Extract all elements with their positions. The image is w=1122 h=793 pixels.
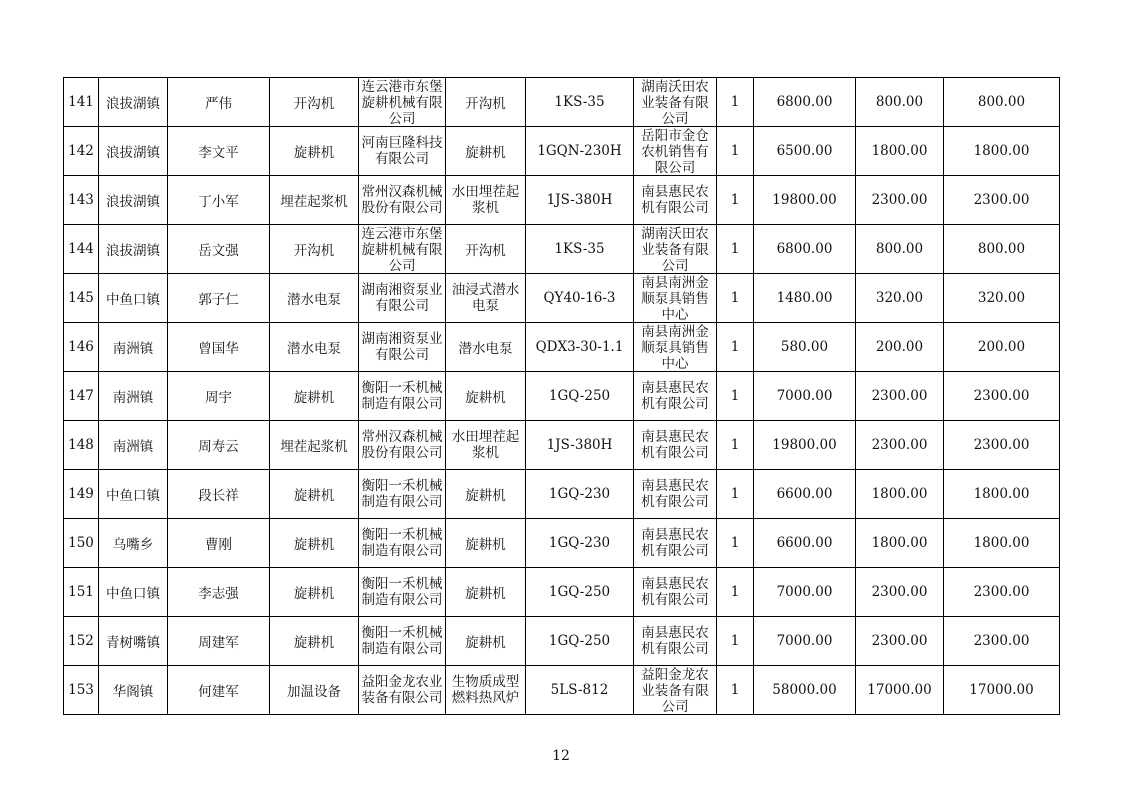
cell-manufacturer: 衡阳一禾机械制造有限公司 <box>359 470 446 519</box>
cell-dealer: 南县惠民农机有限公司 <box>634 421 717 470</box>
cell-model: 1JS-380H <box>526 421 634 470</box>
cell-dealer: 湖南沃田农业装备有限公司 <box>634 78 717 127</box>
cell-township: 中鱼口镇 <box>99 470 168 519</box>
cell-central-subsidy: 2300.00 <box>856 372 944 421</box>
cell-seq: 143 <box>64 176 99 225</box>
cell-name: 岳文强 <box>168 225 270 274</box>
cell-seq: 147 <box>64 372 99 421</box>
cell-sale-price: 6800.00 <box>754 225 856 274</box>
cell-total-subsidy: 2300.00 <box>944 617 1060 666</box>
cell-machine-type: 旋耕机 <box>270 127 359 176</box>
cell-sale-price: 6500.00 <box>754 127 856 176</box>
cell-manufacturer: 常州汉森机械股份有限公司 <box>359 176 446 225</box>
table-row <box>64 323 1060 372</box>
cell-sale-price: 580.00 <box>754 323 856 372</box>
cell-township: 华阁镇 <box>99 666 168 715</box>
cell-product-name: 开沟机 <box>446 78 526 127</box>
cell-central-subsidy: 2300.00 <box>856 568 944 617</box>
cell-manufacturer: 衡阳一禾机械制造有限公司 <box>359 617 446 666</box>
cell-name: 周寿云 <box>168 421 270 470</box>
cell-product-name: 旋耕机 <box>446 372 526 421</box>
cell-machine-type: 旋耕机 <box>270 617 359 666</box>
cell-model: QY40-16-3 <box>526 274 634 323</box>
cell-dealer: 南县南洲金顺泵具销售中心 <box>634 323 717 372</box>
cell-township: 南洲镇 <box>99 323 168 372</box>
cell-total-subsidy: 1800.00 <box>944 519 1060 568</box>
cell-total-subsidy: 2300.00 <box>944 421 1060 470</box>
cell-name: 周建军 <box>168 617 270 666</box>
cell-sale-price: 58000.00 <box>754 666 856 715</box>
subsidy-table <box>63 77 1060 715</box>
cell-quantity: 1 <box>717 666 754 715</box>
cell-quantity: 1 <box>717 225 754 274</box>
cell-manufacturer: 湖南湘资泵业有限公司 <box>359 323 446 372</box>
cell-central-subsidy: 800.00 <box>856 225 944 274</box>
cell-total-subsidy: 2300.00 <box>944 176 1060 225</box>
cell-dealer: 南县惠民农机有限公司 <box>634 176 717 225</box>
cell-township: 乌嘴乡 <box>99 519 168 568</box>
cell-model: 1GQ-230 <box>526 470 634 519</box>
cell-machine-type: 埋茬起浆机 <box>270 421 359 470</box>
cell-sale-price: 7000.00 <box>754 372 856 421</box>
cell-product-name: 旋耕机 <box>446 127 526 176</box>
cell-model: 1GQ-230 <box>526 519 634 568</box>
cell-name: 郭子仁 <box>168 274 270 323</box>
page-number: 12 <box>552 748 570 764</box>
cell-township: 中鱼口镇 <box>99 274 168 323</box>
cell-sale-price: 19800.00 <box>754 421 856 470</box>
cell-manufacturer: 湖南湘资泵业有限公司 <box>359 274 446 323</box>
table-row <box>64 225 1060 274</box>
cell-sale-price: 6800.00 <box>754 78 856 127</box>
cell-sale-price: 19800.00 <box>754 176 856 225</box>
cell-name: 曾国华 <box>168 323 270 372</box>
cell-manufacturer: 常州汉森机械股份有限公司 <box>359 421 446 470</box>
cell-dealer: 益阳金龙农业装备有限公司 <box>634 666 717 715</box>
cell-township: 青树嘴镇 <box>99 617 168 666</box>
cell-machine-type: 开沟机 <box>270 225 359 274</box>
cell-quantity: 1 <box>717 372 754 421</box>
cell-seq: 149 <box>64 470 99 519</box>
cell-township: 浪拔湖镇 <box>99 176 168 225</box>
cell-central-subsidy: 320.00 <box>856 274 944 323</box>
table-row <box>64 78 1060 127</box>
cell-manufacturer: 衡阳一禾机械制造有限公司 <box>359 519 446 568</box>
cell-central-subsidy: 1800.00 <box>856 519 944 568</box>
cell-township: 浪拔湖镇 <box>99 78 168 127</box>
cell-manufacturer: 衡阳一禾机械制造有限公司 <box>359 372 446 421</box>
cell-quantity: 1 <box>717 470 754 519</box>
cell-product-name: 旋耕机 <box>446 519 526 568</box>
cell-name: 何建军 <box>168 666 270 715</box>
cell-machine-type: 开沟机 <box>270 78 359 127</box>
cell-manufacturer: 衡阳一禾机械制造有限公司 <box>359 568 446 617</box>
cell-machine-type: 旋耕机 <box>270 372 359 421</box>
cell-quantity: 1 <box>717 176 754 225</box>
cell-name: 严伟 <box>168 78 270 127</box>
cell-name: 段长祥 <box>168 470 270 519</box>
cell-manufacturer: 连云港市东堡旋耕机械有限公司 <box>359 78 446 127</box>
cell-dealer: 湖南沃田农业装备有限公司 <box>634 225 717 274</box>
table-row <box>64 470 1060 519</box>
cell-township: 浪拔湖镇 <box>99 225 168 274</box>
cell-total-subsidy: 2300.00 <box>944 568 1060 617</box>
cell-central-subsidy: 1800.00 <box>856 470 944 519</box>
cell-manufacturer: 益阳金龙农业装备有限公司 <box>359 666 446 715</box>
cell-name: 曹刚 <box>168 519 270 568</box>
cell-machine-type: 埋茬起浆机 <box>270 176 359 225</box>
cell-product-name: 旋耕机 <box>446 568 526 617</box>
cell-manufacturer: 河南巨隆科技有限公司 <box>359 127 446 176</box>
cell-sale-price: 7000.00 <box>754 568 856 617</box>
cell-product-name: 旋耕机 <box>446 617 526 666</box>
table-row <box>64 519 1060 568</box>
table-row <box>64 176 1060 225</box>
cell-product-name: 开沟机 <box>446 225 526 274</box>
cell-quantity: 1 <box>717 421 754 470</box>
cell-total-subsidy: 800.00 <box>944 225 1060 274</box>
table-row <box>64 617 1060 666</box>
table-row <box>64 372 1060 421</box>
cell-quantity: 1 <box>717 617 754 666</box>
cell-machine-type: 加温设备 <box>270 666 359 715</box>
cell-product-name: 水田埋茬起浆机 <box>446 176 526 225</box>
cell-sale-price: 1480.00 <box>754 274 856 323</box>
cell-central-subsidy: 200.00 <box>856 323 944 372</box>
cell-model: 5LS-812 <box>526 666 634 715</box>
cell-sale-price: 6600.00 <box>754 519 856 568</box>
cell-quantity: 1 <box>717 568 754 617</box>
cell-central-subsidy: 17000.00 <box>856 666 944 715</box>
cell-machine-type: 旋耕机 <box>270 568 359 617</box>
cell-dealer: 岳阳市金仓农机销售有限公司 <box>634 127 717 176</box>
table-row <box>64 568 1060 617</box>
cell-product-name: 旋耕机 <box>446 470 526 519</box>
cell-quantity: 1 <box>717 323 754 372</box>
cell-total-subsidy: 1800.00 <box>944 470 1060 519</box>
table-row <box>64 274 1060 323</box>
cell-seq: 152 <box>64 617 99 666</box>
cell-product-name: 油浸式潜水电泵 <box>446 274 526 323</box>
cell-model: 1KS-35 <box>526 225 634 274</box>
cell-model: 1GQ-250 <box>526 372 634 421</box>
cell-dealer: 南县惠民农机有限公司 <box>634 519 717 568</box>
cell-model: 1KS-35 <box>526 78 634 127</box>
cell-seq: 141 <box>64 78 99 127</box>
cell-name: 李志强 <box>168 568 270 617</box>
table-row <box>64 421 1060 470</box>
cell-total-subsidy: 320.00 <box>944 274 1060 323</box>
cell-township: 中鱼口镇 <box>99 568 168 617</box>
cell-central-subsidy: 1800.00 <box>856 127 944 176</box>
cell-dealer: 南县南洲金顺泵具销售中心 <box>634 274 717 323</box>
cell-township: 南洲镇 <box>99 372 168 421</box>
cell-total-subsidy: 17000.00 <box>944 666 1060 715</box>
cell-seq: 146 <box>64 323 99 372</box>
cell-central-subsidy: 2300.00 <box>856 176 944 225</box>
cell-machine-type: 旋耕机 <box>270 470 359 519</box>
cell-machine-type: 潜水电泵 <box>270 274 359 323</box>
cell-model: 1GQ-250 <box>526 568 634 617</box>
cell-machine-type: 旋耕机 <box>270 519 359 568</box>
cell-model: 1JS-380H <box>526 176 634 225</box>
cell-manufacturer: 连云港市东堡旋耕机械有限公司 <box>359 225 446 274</box>
cell-seq: 153 <box>64 666 99 715</box>
cell-seq: 148 <box>64 421 99 470</box>
cell-name: 李文平 <box>168 127 270 176</box>
table-row <box>64 127 1060 176</box>
cell-seq: 142 <box>64 127 99 176</box>
cell-seq: 144 <box>64 225 99 274</box>
cell-township: 南洲镇 <box>99 421 168 470</box>
cell-name: 周宇 <box>168 372 270 421</box>
cell-quantity: 1 <box>717 274 754 323</box>
cell-model: QDX3-30-1.1 <box>526 323 634 372</box>
cell-product-name: 生物质成型燃料热风炉 <box>446 666 526 715</box>
cell-quantity: 1 <box>717 127 754 176</box>
cell-dealer: 南县惠民农机有限公司 <box>634 617 717 666</box>
cell-seq: 145 <box>64 274 99 323</box>
cell-dealer: 南县惠民农机有限公司 <box>634 470 717 519</box>
cell-total-subsidy: 200.00 <box>944 323 1060 372</box>
table-row <box>64 666 1060 715</box>
cell-total-subsidy: 2300.00 <box>944 372 1060 421</box>
cell-sale-price: 6600.00 <box>754 470 856 519</box>
cell-central-subsidy: 2300.00 <box>856 617 944 666</box>
cell-product-name: 潜水电泵 <box>446 323 526 372</box>
cell-quantity: 1 <box>717 78 754 127</box>
cell-central-subsidy: 2300.00 <box>856 421 944 470</box>
cell-township: 浪拔湖镇 <box>99 127 168 176</box>
cell-dealer: 南县惠民农机有限公司 <box>634 372 717 421</box>
cell-quantity: 1 <box>717 519 754 568</box>
cell-sale-price: 7000.00 <box>754 617 856 666</box>
cell-total-subsidy: 1800.00 <box>944 127 1060 176</box>
cell-model: 1GQ-250 <box>526 617 634 666</box>
cell-total-subsidy: 800.00 <box>944 78 1060 127</box>
cell-seq: 150 <box>64 519 99 568</box>
cell-dealer: 南县惠民农机有限公司 <box>634 568 717 617</box>
cell-product-name: 水田埋茬起浆机 <box>446 421 526 470</box>
cell-model: 1GQN-230H <box>526 127 634 176</box>
cell-central-subsidy: 800.00 <box>856 78 944 127</box>
cell-seq: 151 <box>64 568 99 617</box>
cell-name: 丁小军 <box>168 176 270 225</box>
cell-machine-type: 潜水电泵 <box>270 323 359 372</box>
